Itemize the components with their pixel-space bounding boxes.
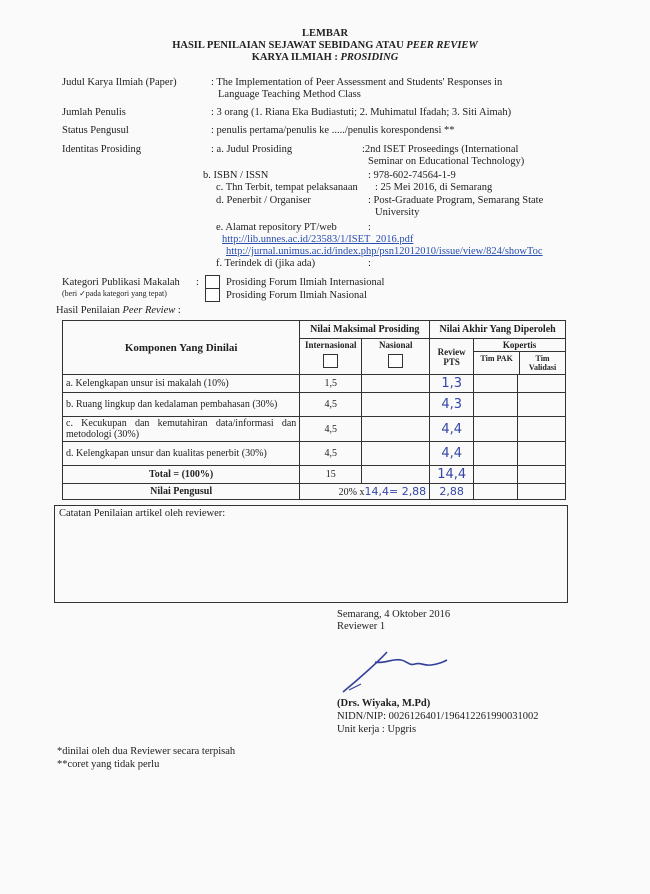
total-nas (362, 466, 430, 484)
footnote-2: **coret yang tidak perlu (57, 759, 160, 770)
header-nilai-maks: Nilai Maksimal Prosiding (300, 321, 430, 339)
row-max-c: 4,5 (300, 417, 362, 442)
judul-value-2: Language Teaching Method Class (218, 89, 361, 100)
row-max-b: 4,5 (300, 393, 362, 417)
reviewer-nidn: NIDN/NIP: 0026126401/196412261990031002 (337, 711, 539, 722)
row-nas-a (362, 375, 430, 393)
total-label: Total = (100%) (63, 466, 300, 484)
row-nas-c (362, 417, 430, 442)
kategori-label: Kategori Publikasi Makalah (62, 277, 180, 288)
check-internasional[interactable] (323, 354, 338, 368)
isbn-label: b. ISBN / ISSN (203, 170, 269, 181)
option-internasional: Prosiding Forum Ilmiah Internasional (226, 277, 385, 288)
terindek-colon: : (368, 258, 371, 269)
notes-label: Catatan Penilaian artikel oleh reviewer: (59, 508, 226, 519)
header-review-pts: Review PTS (430, 339, 474, 375)
kategori-colon: : (196, 277, 199, 288)
judul-label: Judul Karya Ilmiah (Paper) (62, 77, 177, 88)
repository-link-1[interactable]: http://lib.unnes.ac.id/23583/1/ISET_2016.pdf (222, 234, 414, 245)
penerbit-label: d. Penerbit / Organiser (216, 195, 311, 206)
header-title: HASIL PENILAIAN SEJAWAT SEBIDANG ATAU PEER REVIEW (172, 40, 478, 51)
repository-label: e. Alamat repository PT/web (216, 222, 337, 233)
total-pak (474, 466, 518, 484)
total-val (518, 466, 566, 484)
row-max-d: 4,5 (300, 442, 362, 466)
header-subtitle: KARYA ILMIAH : PROSIDING (251, 52, 399, 63)
reviewer-name: (Drs. Wiyaka, M.Pd) (337, 698, 431, 709)
row-val-c (518, 417, 566, 442)
row-score-b: 4,3 (430, 393, 474, 417)
penerbit-value-2: University (375, 207, 420, 218)
isbn-value: : 978-602-74564-1-9 (368, 170, 456, 181)
header-internasional (300, 339, 362, 375)
header-tim-validasi: Tim Validasi (528, 354, 557, 372)
pengusul-label: Nilai Pengusul (63, 484, 300, 500)
row-val-a (518, 375, 566, 393)
signature-scribble (335, 640, 455, 698)
jumlah-label: Jumlah Penulis (62, 107, 126, 118)
reviewer-label: Reviewer 1 (337, 621, 386, 632)
penerbit-value: : Post-Graduate Program, Semarang State (368, 195, 544, 206)
pengusul-formula-hw: 14,4= 2,88 (364, 485, 427, 498)
row-score-a: 1,3 (430, 375, 474, 393)
row-score-d: 4,4 (430, 442, 474, 466)
row-val-d (518, 442, 566, 466)
terbit-label: c. Thn Terbit, tempat pelaksanaan (216, 182, 358, 193)
row-pak-b (474, 393, 518, 417)
header-lembar: LEMBAR (301, 28, 349, 39)
prosiding-title-value: :2nd ISET Proseedings (International (362, 144, 519, 155)
repository-colon: : (368, 222, 371, 233)
repository-link-2[interactable]: http://jurnal.unimus.ac.id/index.php/psn12012010/issue/view/824/showToc (226, 246, 543, 257)
status-value: : penulis pertama/penulis ke ...../penulis korespondensi ** (211, 125, 455, 136)
checkbox-internasional[interactable] (205, 275, 220, 289)
header-komponen: Komponen Yang Dinilai (63, 321, 300, 375)
row-nas-d (362, 442, 430, 466)
row-pak-a (474, 375, 518, 393)
score-table (62, 320, 566, 500)
header-nasional-label: Nasional (378, 340, 413, 350)
header-kopertis-label: Kopertis (474, 339, 565, 352)
header-internasional-label: Internasional (305, 340, 357, 350)
row-pak-c (474, 417, 518, 442)
prosiding-title-label: : a. Judul Prosiding (211, 144, 293, 155)
row-label-b: b. Ruang lingkup dan kedalaman pembahasan (30%) (63, 393, 300, 417)
row-nas-b (362, 393, 430, 417)
header-kopertis (474, 339, 566, 375)
pengusul-val (518, 484, 566, 500)
row-val-b (518, 393, 566, 417)
pengusul-score: 2,88 (430, 484, 474, 500)
check-nasional[interactable] (388, 354, 403, 368)
footnote-1: *dinilai oleh dua Reviewer secara terpisah (57, 746, 236, 757)
reviewer-notes-box (54, 505, 568, 603)
row-max-a: 1,5 (300, 375, 362, 393)
pengusul-pak (474, 484, 518, 500)
jumlah-value: : 3 orang (1. Riana Eka Budiastuti; 2. Muhimatul Ifadah; 3. Siti Aimah) (211, 107, 512, 118)
pengusul-formula-prefix: 20% x (338, 487, 365, 498)
identitas-label: Identitas Prosiding (62, 144, 142, 155)
header-nilai-akhir: Nilai Akhir Yang Diperoleh (430, 321, 566, 339)
row-label-d: d. Kelengkapan unsur dan kualitas penerbit (30%) (63, 442, 300, 466)
terindek-label: f. Terindek di (jika ada) (216, 258, 316, 269)
total-score: 14,4 (430, 466, 474, 484)
kategori-note: (beri ✓pada kategori yang tepat) (62, 289, 167, 298)
hasil-label: Hasil Penilaian Peer Review : (56, 305, 181, 316)
status-label: Status Pengusul (62, 125, 129, 136)
checkbox-nasional[interactable] (205, 288, 220, 302)
total-max: 15 (300, 466, 362, 484)
reviewer-unit: Unit kerja : Upgris (337, 724, 417, 735)
judul-value: : The Implementation of Peer Assessment and Students' Responses in (211, 77, 503, 88)
option-nasional: Prosiding Forum Ilmiah Nasional (226, 290, 367, 301)
terbit-value: : 25 Mei 2016, di Semarang (375, 182, 493, 193)
pengusul-formula (300, 484, 430, 500)
kopertis-sub (474, 352, 565, 374)
place-date: Semarang, 4 Oktober 2016 (337, 609, 451, 620)
header-tim-pak: Tim PAK (474, 352, 520, 374)
row-label-c: c. Kecukupan dan kemutahiran data/informasi dan metodologi (30%) (63, 417, 300, 442)
prosiding-title-value-2: Seminar on Educational Technology) (368, 156, 525, 167)
row-score-c: 4,4 (430, 417, 474, 442)
row-label-a: a. Kelengkapan unsur isi makalah (10%) (63, 375, 300, 393)
header-nasional (362, 339, 430, 375)
row-pak-d (474, 442, 518, 466)
